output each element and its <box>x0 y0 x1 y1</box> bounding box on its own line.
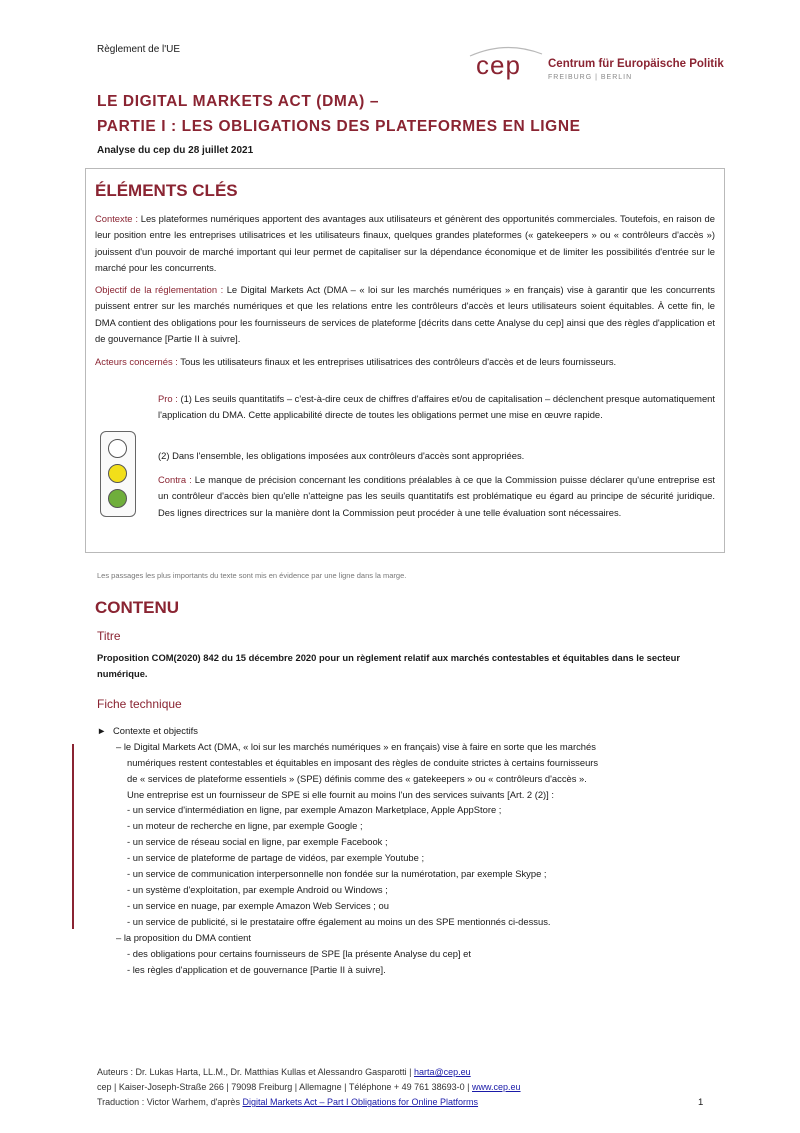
lamp-yellow <box>108 464 127 483</box>
footer-authors <box>97 1067 471 1077</box>
pro-paragraph-1 <box>158 391 715 424</box>
pro-text-1: (1) Les seuils quantitatifs – c'est-à-dire ceux de chiffres d'affaires et/ou de capitalisation – déclenchent presque automatiquement l'application du DMA. Cette applicabilité directe de toutes les obligations permet une mise en œuvre rapide. <box>158 393 715 421</box>
logo-word: cep <box>476 50 521 80</box>
dash-1-line-1: – le Digital Markets Act (DMA, « loi sur les marchés numériques » en français) vise à faire en sorte que les marchés <box>116 741 596 752</box>
dash-1-line-2: numériques restent contestables et équitables en imposant des règles de conduite strictes à certains fournisseurs <box>127 757 599 768</box>
contra-paragraph <box>158 472 715 521</box>
actors-text: Tous les utilisateurs finaux et les entreprises utilisatrices des contrôleurs d'accès et de leurs fournisseurs. <box>177 356 617 367</box>
footer-translation-text: Traduction : Victor Warhem, d'après <box>97 1097 243 1107</box>
dash-1-line-3: de « services de plateforme essentiels » (SPE) définis comme des « gatekeepers » ou « contrôleurs d'accès ». <box>127 773 587 784</box>
dash-2: – la proposition du DMA contient <box>116 932 251 943</box>
key-elements-heading: ÉLÉMENTS CLÉS <box>95 181 238 200</box>
context-label: Contexte : <box>95 213 138 224</box>
page-title-line-2: PARTIE I : LES OBLIGATIONS DES PLATEFORMES EN LIGNE <box>97 118 581 135</box>
service-item-1: - un service d'intermédiation en ligne, par exemple Amazon Marketplace, Apple AppStore ; <box>127 804 502 815</box>
dash-2-item-1: - des obligations pour certains fournisseurs de SPE [la présente Analyse du cep] et <box>127 948 471 959</box>
page-title-line-1: LE DIGITAL MARKETS ACT (DMA) – <box>97 93 380 110</box>
bullet-arrow-icon: ► <box>97 725 107 736</box>
contenu-heading: CONTENU <box>95 598 180 617</box>
pro-paragraph-2: (2) Dans l'ensemble, les obligations imposées aux contrôleurs d'accès sont appropriées. <box>158 450 525 461</box>
objective-text: Le Digital Markets Act (DMA – « loi sur les marchés numériques » en français) vise à garantir que les concurrents puissent entrer sur les marchés numériques et que les relations entre les contrôleurs d'accès et leurs utilisateurs soient équitables. À cette fin, le DMA contient des obligations pour les fournisseurs de services de plateforme [décrits dans cette Analyse du cep] ainsi que des règles d'application et de gouvernance [Partie II à suivre]. <box>95 284 715 344</box>
context-text: Les plateformes numériques apportent des avantages aux utilisateurs et génèrent des opportunités commerciales. Toutefois, en raison de leur position entre les entreprises utilisatrices et les utilisateurs finaux, quelques grandes plateformes (« gatekeepers » ou « contrôleurs d'accès ») jouissent d'un pouvoir de marché important qui leur permet de capitaliser sur la dépendance économique et de limiter les possibilités d'entrée sur le marché pour les concurrents. <box>95 213 715 273</box>
margin-highlight-line <box>72 744 74 929</box>
footer-authors-text: Auteurs : Dr. Lukas Harta, LL.M., Dr. Matthias Kullas et Alessandro Gasparotti | <box>97 1067 414 1077</box>
titre-text: Proposition COM(2020) 842 du 15 décembre 2020 pour un règlement relatif aux marchés contestables et équitables dans le secteur numérique. <box>97 652 681 680</box>
footer-address <box>97 1082 521 1092</box>
traffic-light-icon <box>100 431 136 517</box>
contra-text: Le manque de précision concernant les conditions préalables à ce que la Commission puisse déclarer qu'une entreprise est un contrôleur d'accès bien qu'elle n'atteigne pas les seuils quantitatifs est problématique eu égard au principe de sécurité juridique. Des lignes directrices sur la manière dont la Commission peut procéder à une telle évaluation sont nécessaires. <box>158 474 715 518</box>
margin-note: Les passages les plus importants du texte sont mis en évidence par une ligne dans la marge. <box>97 571 407 580</box>
service-item-7: - un service en nuage, par exemple Amazon Web Services ; ou <box>127 900 389 911</box>
titre-heading: Titre <box>97 629 121 643</box>
document-type: Règlement de l'UE <box>97 44 181 55</box>
lamp-green <box>108 489 127 508</box>
service-item-3: - un service de réseau social en ligne, par exemple Facebook ; <box>127 836 388 847</box>
service-item-8: - un service de publicité, si le prestataire offre également au moins un des SPE mentionnés ci-dessus. <box>127 916 551 927</box>
logo-name: Centrum für Europäische Politik <box>548 58 724 70</box>
dash-2-item-2: - les règles d'application et de gouvernance [Partie II à suivre]. <box>127 964 386 975</box>
service-item-4: - un service de plateforme de partage de vidéos, par exemple Youtube ; <box>127 852 425 863</box>
service-item-6: - un système d'exploitation, par exemple Android ou Windows ; <box>127 884 388 895</box>
service-item-2: - un moteur de recherche en ligne, par exemple Google ; <box>127 820 363 831</box>
logo-subtitle: FREIBURG | BERLIN <box>548 74 633 81</box>
author-email-link[interactable]: harta@cep.eu <box>413 1067 471 1077</box>
lamp-white <box>108 439 127 458</box>
footer-translation <box>97 1097 478 1107</box>
footer-address-text: cep | Kaiser-Joseph-Straße 266 | 79098 Freiburg | Allemagne | Téléphone + 49 761 38693-0 | <box>97 1082 473 1092</box>
bullet-context-objectives: Contexte et objectifs <box>113 725 198 736</box>
cep-logo <box>462 46 732 86</box>
fiche-heading: Fiche technique <box>97 697 182 711</box>
objective-label: Objectif de la réglementation : <box>95 284 224 295</box>
original-analysis-link[interactable]: Digital Markets Act – Part I Obligations for Online Platforms <box>242 1097 479 1107</box>
pro-label: Pro : <box>158 393 178 404</box>
analysis-date: Analyse du cep du 28 juillet 2021 <box>97 145 254 156</box>
dash-1-line-4: Une entreprise est un fournisseur de SPE si elle fournit au moins l'un des services suivants [Art. 2 (2)] : <box>127 789 554 800</box>
context-paragraph <box>95 211 715 276</box>
website-link[interactable]: www.cep.eu <box>472 1082 521 1092</box>
objective-paragraph <box>95 282 715 347</box>
contra-label: Contra : <box>158 474 192 485</box>
actors-label: Acteurs concernés : <box>95 356 178 367</box>
page-number: 1 <box>698 1097 704 1108</box>
service-item-5: - un service de communication interpersonnelle non fondée sur la numérotation, par exemple Skype ; <box>127 868 547 879</box>
actors-paragraph <box>95 354 715 370</box>
